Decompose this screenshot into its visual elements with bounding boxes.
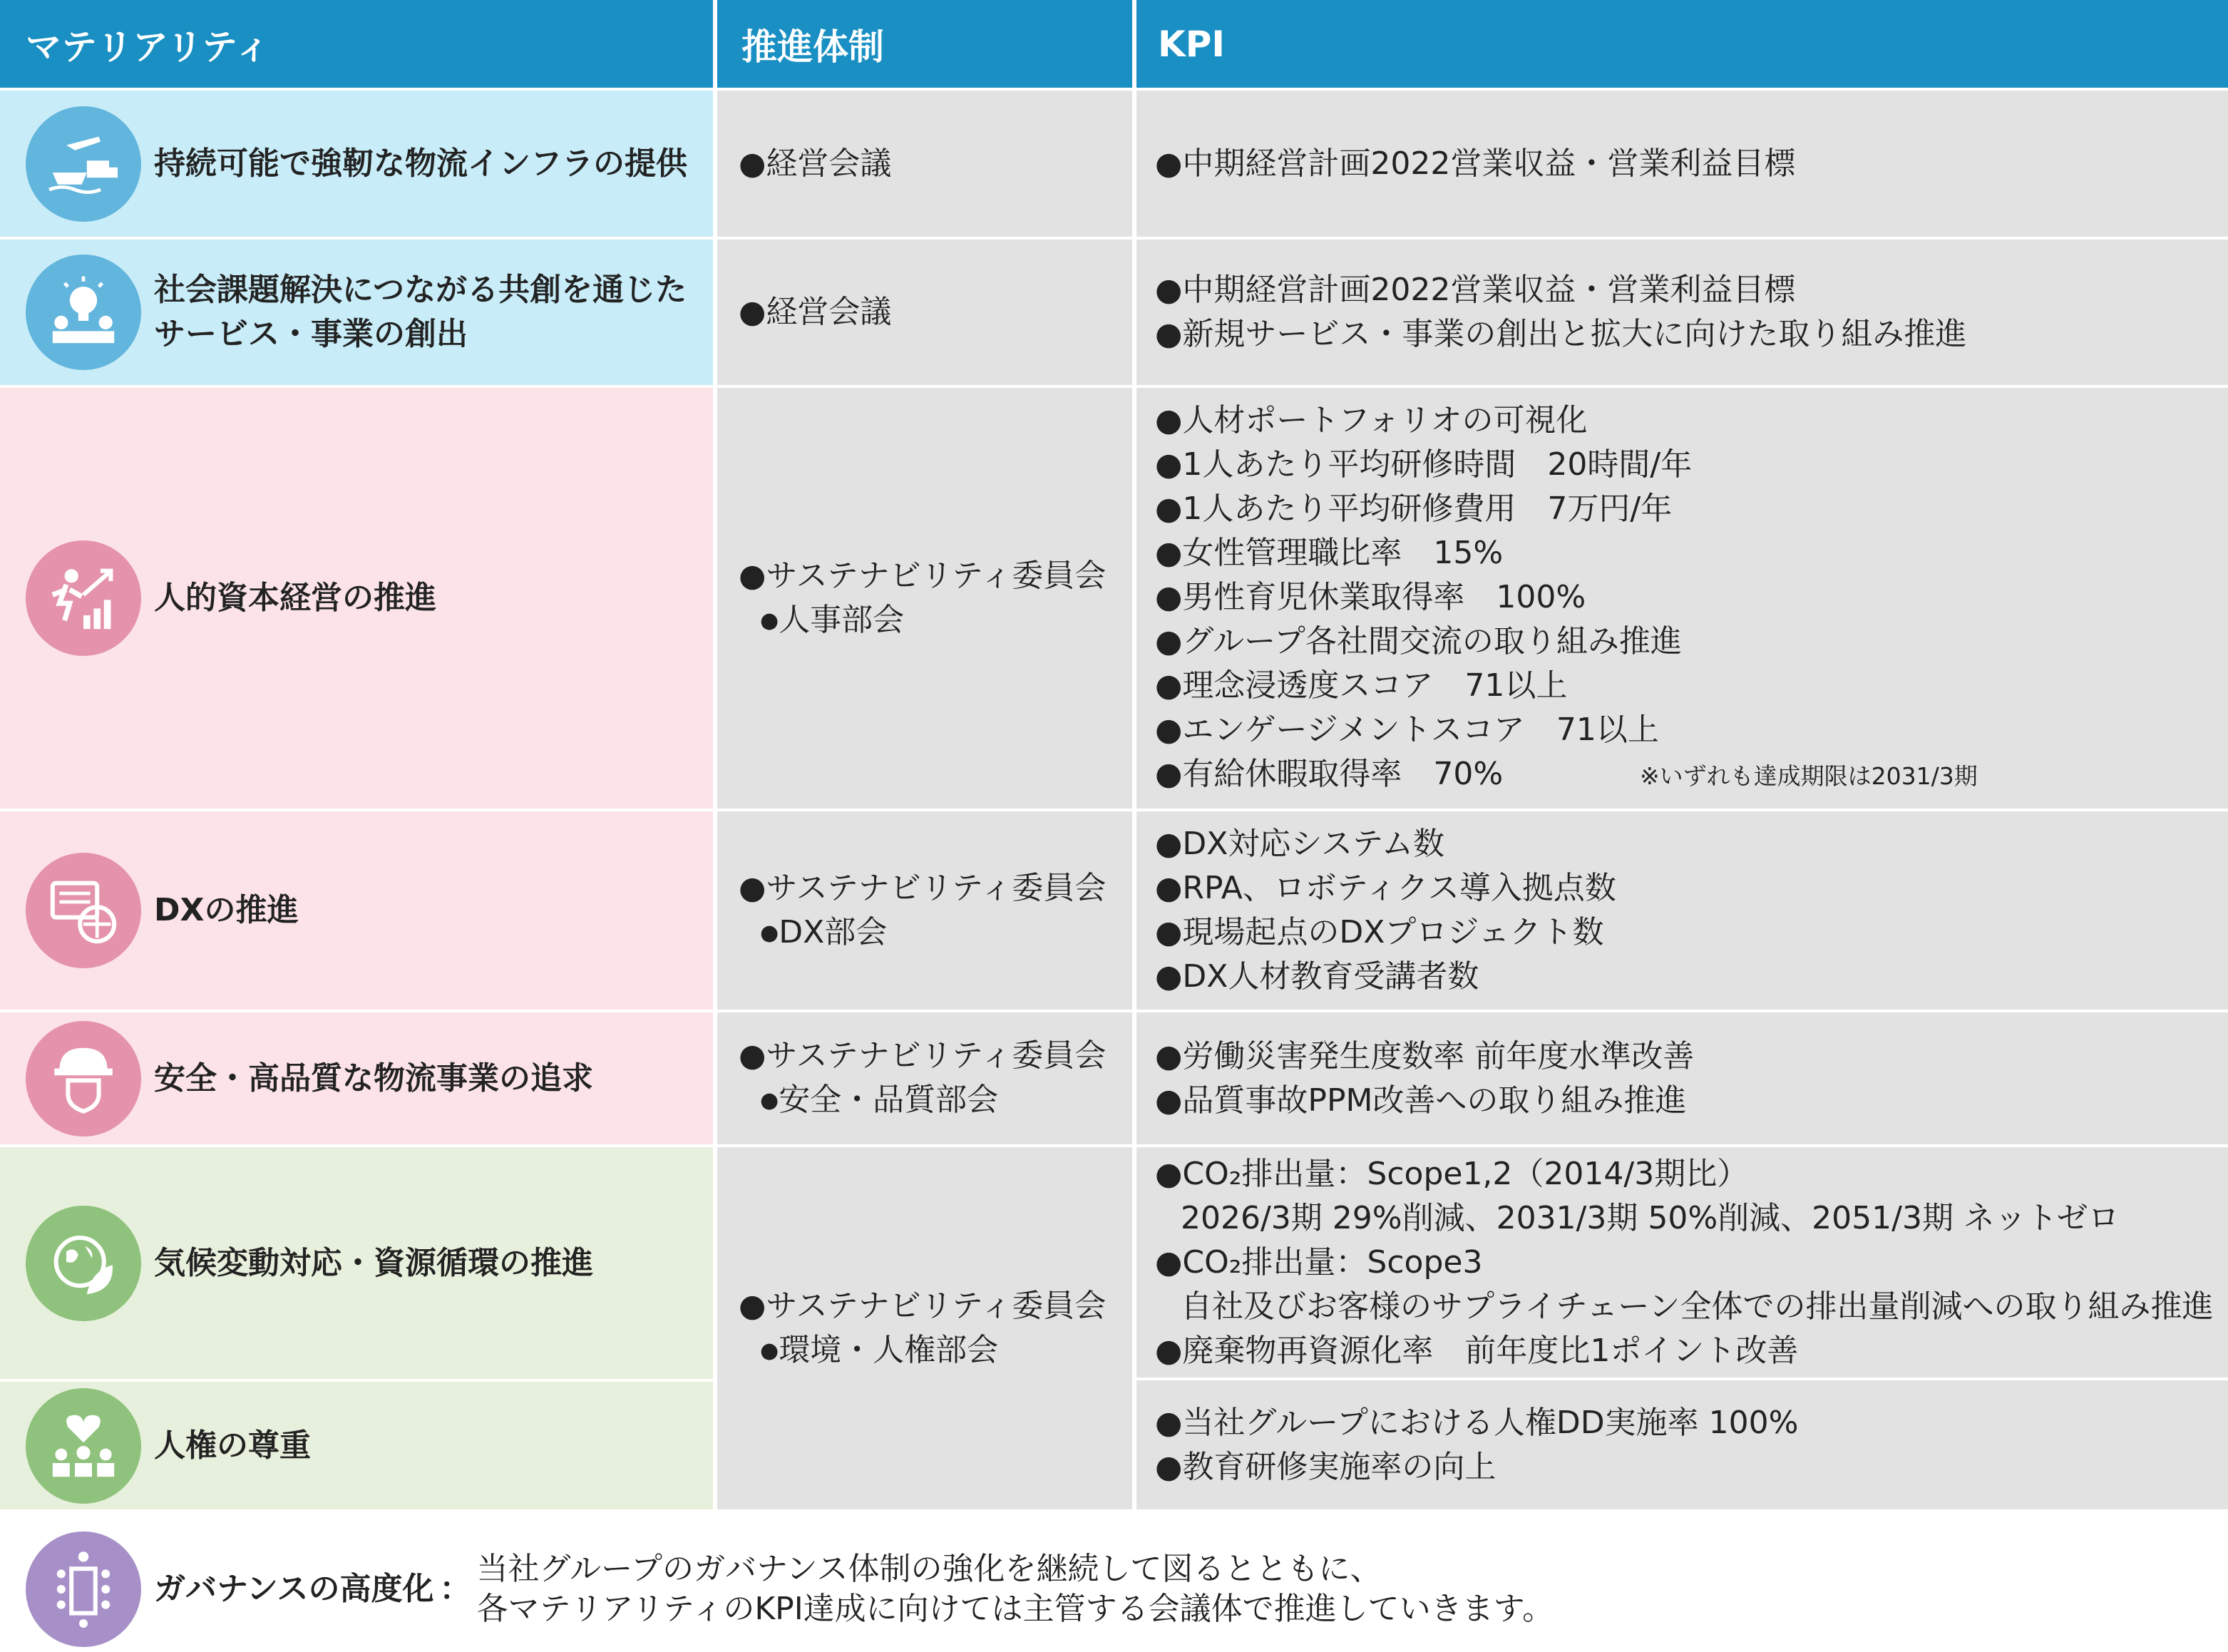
header-materiality: マテリアリティ: [0, 0, 713, 88]
kpi-item: ● 当社グループにおける人権DD実施率 100%: [1155, 1401, 2228, 1445]
kpi-item: ● 1人あたり平均研修費用 7万円/年: [1155, 487, 2228, 531]
structure-subitem: ● 安全・品質部会: [739, 1078, 1132, 1123]
kpi-item: ● RPA、ロボティクス導入拠点数: [1155, 866, 2228, 910]
heart-people-icon: [26, 1388, 141, 1504]
structure-cell: [717, 1012, 1132, 1144]
kpi-item: ● エンゲージメントスコア 71以上: [1155, 708, 2228, 752]
kpi-item: ● 新規サービス・事業の創出と拡大に向けた取り組み推進: [1155, 312, 2228, 356]
materiality-label: 持続可能で強靭な物流インフラの提供: [154, 145, 687, 182]
lightbulb-people-icon: [26, 255, 141, 370]
materiality-label: 安全・高品質な物流事業の追求: [154, 1060, 593, 1097]
meeting-table-icon: [26, 1532, 141, 1647]
kpi-item: ● 有給休暇取得率 70%: [1155, 752, 1640, 796]
materiality-cell: [0, 1147, 713, 1379]
kpi-item: ● グループ各社間交流の取り組み推進: [1155, 620, 2228, 664]
kpi-cell: [1136, 388, 2228, 809]
structure-cell: [717, 811, 1132, 1010]
kpi-cell: [1136, 1012, 2228, 1144]
structure-cell: [717, 240, 1132, 385]
deadline-note: ※いずれも達成期限は2031/3期: [1640, 761, 1978, 790]
logistics-icon: [26, 106, 141, 222]
structure-subitem: ● 人事部会: [739, 598, 1132, 643]
materiality-cell: [0, 388, 713, 809]
kpi-item: ● DX人材教育受講者数: [1155, 955, 2228, 999]
kpi-item: ● CO₂排出量：Scope1,2（2014/3期比）: [1155, 1152, 2228, 1196]
structure-item: ● 経営会議: [739, 290, 1132, 334]
kpi-item: ● 男性育児休業取得率 100%: [1155, 575, 2228, 620]
structure-item: ● 経営会議: [739, 142, 1132, 186]
structure-cell: [717, 1147, 1132, 1509]
structure-cell: [717, 388, 1132, 809]
structure-item: ● サステナビリティ委員会: [739, 1034, 1132, 1078]
kpi-item: ● 女性管理職比率 15%: [1155, 531, 2228, 575]
kpi-cell: [1136, 1147, 2228, 1377]
kpi-item: ● 1人あたり平均研修時間 20時間/年: [1155, 443, 2228, 487]
governance-section: [0, 1526, 2228, 1652]
materiality-cell: [0, 91, 713, 237]
structure-item: ● サステナビリティ委員会: [739, 866, 1132, 910]
governance-title: ガバナンスの高度化: [154, 1570, 434, 1607]
materiality-label: DXの推進: [154, 892, 299, 928]
structure-subitem: ● DX部会: [739, 910, 1132, 955]
structure-cell: [717, 91, 1132, 237]
kpi-cell: [1136, 1380, 2228, 1509]
header-kpi: KPI: [1136, 0, 2228, 88]
materiality-cell: [0, 811, 713, 1010]
digital-network-icon: [26, 853, 141, 968]
kpi-item: ● DX対応システム数: [1155, 822, 2228, 866]
materiality-cell: [0, 1012, 713, 1144]
governance-separator: ：: [439, 1570, 471, 1607]
kpi-item-continuation: 自社及びお客様のサプライチェーン全体での排出量削減への取り組み推進: [1181, 1288, 2214, 1325]
kpi-item: ● 中期経営計画2022営業収益・営業利益目標: [1155, 268, 2228, 312]
kpi-item: ● 人材ポートフォリオの可視化: [1155, 399, 2228, 443]
structure-item: ● サステナビリティ委員会: [739, 1284, 1132, 1328]
kpi-item-continuation: 2026/3期 29%削減、2031/3期 50%削減、2051/3期 ネットゼロ: [1181, 1199, 2120, 1236]
helmet-shield-icon: [26, 1021, 141, 1137]
header-structure: 推進体制: [717, 0, 1132, 88]
kpi-item: ● 中期経営計画2022営業収益・営業利益目標: [1155, 142, 2228, 186]
kpi-item: ● 労働災害発生度数率 前年度水準改善: [1155, 1035, 2228, 1079]
kpi-cell: [1136, 91, 2228, 237]
materiality-cell: [0, 1379, 713, 1509]
kpi-item: ● CO₂排出量：Scope3: [1155, 1241, 2228, 1285]
kpi-item: ● 品質事故PPM改善への取り組み推進: [1155, 1079, 2228, 1123]
materiality-label: 人的資本経営の推進: [154, 580, 436, 616]
kpi-item: ● 廃棄物再資源化率 前年度比1ポイント改善: [1155, 1329, 2228, 1373]
kpi-cell: [1136, 811, 2228, 1010]
kpi-cell: [1136, 240, 2228, 385]
materiality-label: 社会課題解決につながる共創を通じた サービス・事業の創出: [154, 272, 687, 352]
governance-description: 当社グループのガバナンス体制の強化を継続して図るとともに、 各マテリアリティのKPI達成に向けては主管する会議体で推進していきます。: [476, 1550, 1554, 1627]
structure-subitem: ● 環境・人権部会: [739, 1328, 1132, 1373]
kpi-item: ● 教育研修実施率の向上: [1155, 1445, 2228, 1489]
materiality-label: 気候変動対応・資源循環の推進: [154, 1244, 593, 1281]
earth-leaf-icon: [26, 1206, 141, 1321]
kpi-item: ● 理念浸透度スコア 71以上: [1155, 664, 2228, 708]
kpi-item: ● 現場起点のDXプロジェクト数: [1155, 910, 2228, 955]
materiality-label: 人権の尊重: [154, 1427, 311, 1464]
structure-item: ● サステナビリティ委員会: [739, 554, 1132, 598]
materiality-cell: [0, 240, 713, 385]
growth-runner-icon: [26, 540, 141, 656]
